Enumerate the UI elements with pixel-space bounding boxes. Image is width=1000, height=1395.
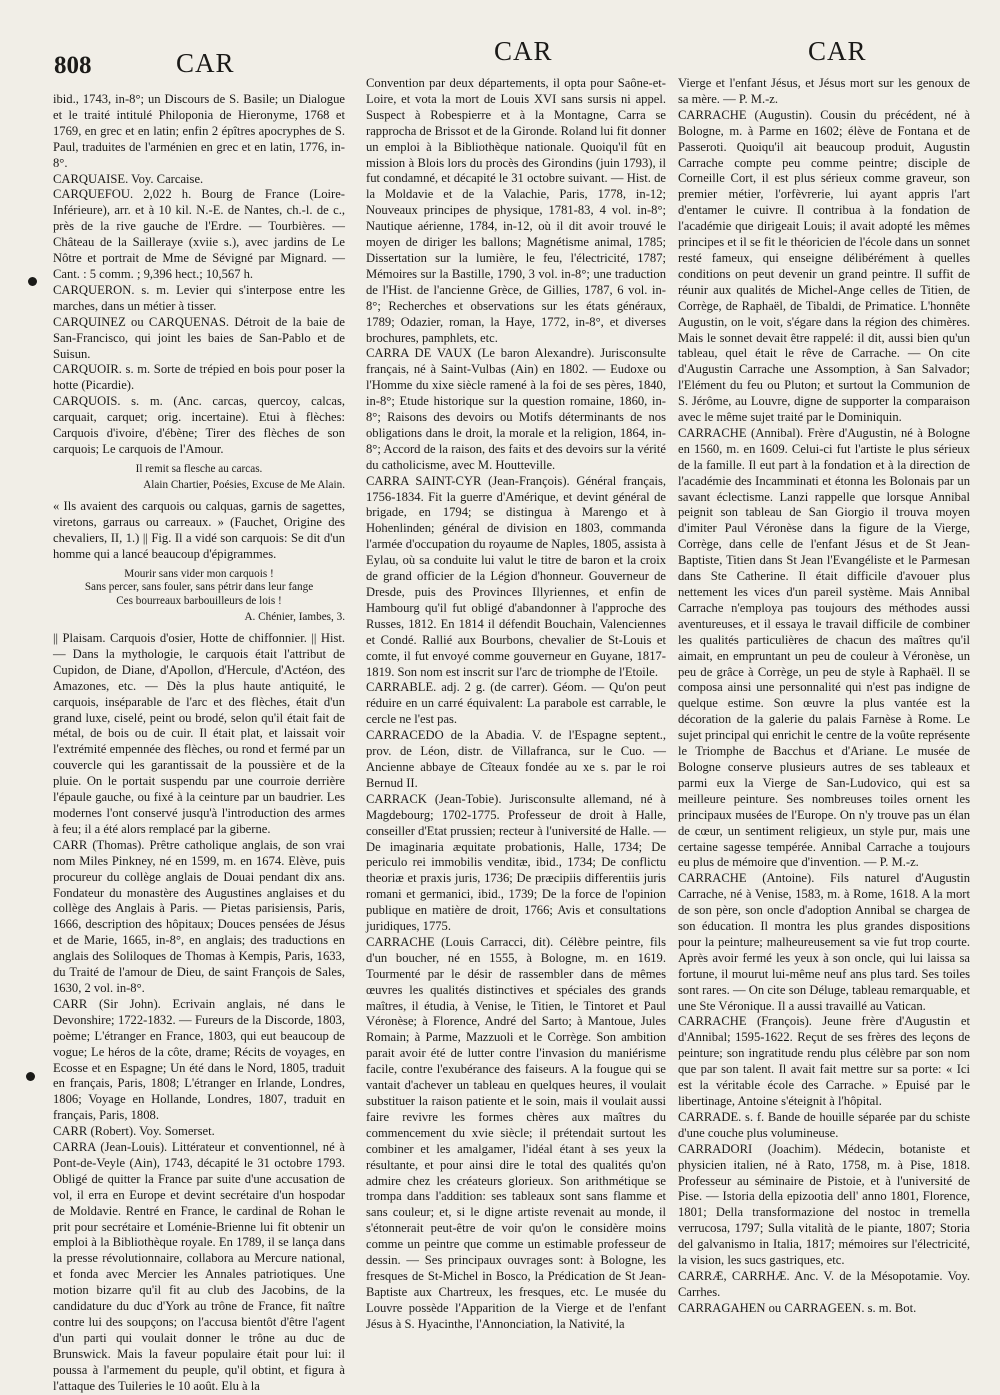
entry: Vierge et l'enfant Jésus, et Jésus mort sur les genoux de sa mère. — P. M.-z.	[678, 76, 970, 106]
entry: CARRADE. s. f. Bande de houille séparée par du schiste d'une couche plus volumineuse.	[678, 1109, 970, 1140]
running-header	[0, 22, 1000, 82]
entry: CARRACHE (Louis Carracci, dit). Célèbre peintre, fils d'un boucher, né en 1555, à Bologne, m. en 1619. Tourmenté par le désir de rassembler dans de mêmes œuvres les qualités distinctives et spéciales des grands maîtres, il étudia, à Venise, le Titien, le Tintoret et Paul Véronèse; à Florence, André del Sarto; à Mantoue, Jules Romain; à Parme, Mazzuoli et le Corrège. Son ambition parait avoir été de lutter contre l'invasion du maniérisme facile, contre l'exubérance des faiseurs. A la fougue qui se vantait d'achever un tableau en quelques heures, il voulait substituer la raison patiente et le soin, mais il voulait aussi faire revivre les formes chères aux maîtres du commencement du xvie siècle; il prétendait surtout les combiner et les amalgamer, l'idéal étant à ses yeux la résultante, et pour ainsi dire le total des qualités qu'on admire chez les créateurs glorieux. Son arithmétique se trompa dans l'addition: ses tableaux sont sans flamme et sans couleur; et, si le digne artiste revenait au monde, il s'étonnerait peut-être de voir qu'on le considère moins comme un peintre que comme un estimable professeur de dessin. — Ses principaux ouvrages sont: à Bologne, les fresques de St-Michel in Bosco, la Prédication de St Jean-Baptiste aux Chartreux, les fresques, etc. Le musée du Louvre possède l'Apparition de la Vierge et de l'enfant Jésus à S. Hyacinthe, l'Annonciation, la Nativité, la	[366, 934, 666, 1331]
entry: CARQUINEZ ou CARQUENAS. Détroit de la baie de San-Francisco, qui joint les baies de San-Pablo et de Suisun.	[53, 314, 345, 361]
entry: CARQUEFOU. 2,022 h. Bourg de France (Loire-Inférieure), arr. et à 10 kil. N.-E. de Nantes, ch.-l. de c., près de la rive gauche de l'Erdre. — Tourbières. — Château de la Sailleraye (xviie s.), avec jardins de Le Nôtre et portrait de Mme de Sévigné par Mignard. — Cant. : 5 comm. ; 9,396 hect.; 10,567 h.	[53, 187, 345, 281]
entry: CARRACHE (François). Jeune frère d'Augustin et d'Annibal; 1595-1622. Reçut de ses frères des leçons de peinture; son ingratitude rendu plus célèbre par son nom que par son talent. Il avait fait mettre sur sa porte: « Ici est la véritable école des Carrache. » Epuisé par le libertinage, Antoine s'éteignit à l'hôpital.	[678, 1014, 970, 1108]
header-left-word: CAR	[176, 48, 235, 78]
entry: « Ils avaient des carquois ou calquas, garnis de sagettes, viretons, garraus ou carreaux. » (Fauchet, Origine des chevaliers, II, 1.) || Fig. Il a vidé son carquois: Se dit d'un homme qui a lancé beaucoup d'épigrammes.	[53, 499, 345, 561]
header-middle-word: CAR	[494, 36, 553, 66]
ink-spot	[26, 1072, 35, 1081]
entry: CARR (Sir John). Ecrivain anglais, né dans le Devonshire; 1722-1832. — Fureurs de la Discorde, 1803, poème; L'étranger en France, 1803, qui eut beaucoup de vogue; Le héros de la côte, drame; Récits de voyages, en Ecosse et en Espagne; Un été dans le Nord, 1805, traduit en français, Paris, 1808; L'étranger en Irlande, Londres, 1806; Voyage en Hollande, Londres, 1807, traduit en français, Paris, 1808.	[53, 996, 345, 1123]
header-right-word: CAR	[808, 36, 867, 66]
entry: CARRA (Jean-Louis). Littérateur et conventionnel, né à Pont-de-Veyle (Ain), 1743, décapité le 31 octobre 1793. Obligé de quitter la France par suite d'une accusation de vol, il erra en Europe et devint secrétaire d'un hospodar de Moldavie. Rentré en France, le cardinal de Rohan le prit pour secrétaire et Loménie-Brienne lui fit obtenir un emploi à la Bibliothèque royale. En 1789, il se lança dans la presse révolutionnaire, collabora au Mercure national, et fonda avec Mercier les Annales patriotiques. Une motion bizarre qu'il fit au club des Jacobins, de la candidature du duc d'York au trône de France, fit naître contre lui des soupçons; on l'accusa bientôt d'être l'agent d'un parti qui voulait donner le trône au duc de Brunswick. Mais la faveur populaire était pour lui: il poussa à l'armement du peuple, qu'il obtint, et figura à l'attaque des Tuileries le 10 août. Elu à la	[53, 1140, 345, 1393]
column-right	[678, 76, 970, 1348]
entry: CARRAGAHEN ou CARRAGEEN. s. m. Bot.	[678, 1300, 917, 1315]
entry: CARRACHE (Antoine). Fils naturel d'Augustin Carrache, né à Venise, 1583, m. à Rome, 1618. A la mort de son père, son oncle d'adoption Annibal se chargea de son éducation. Il montra les plus grandes dispositions pour la peinture; malheureusement sa vie fut trop courte. Après avoir fermé les yeux à son oncle, qui lui laissa sa fortune, il mourut lui-même neuf ans plus tard. Ses toiles sont rares. — On cite son Déluge, tableau remarquable, et une Ste Véronique. Il a aussi travaillé au Vatican.	[678, 871, 970, 1013]
verse-line: Mourir sans vider mon carquois !	[124, 567, 274, 580]
entry: CARRÆ, CARRHÆ. Anc. V. de la Mésopotamie. Voy. Carrhes.	[678, 1268, 970, 1299]
entry: CARQUOIR. s. m. Sorte de trépied en bois pour poser la hotte (Picardie).	[53, 362, 345, 393]
verse-quote: Il remit sa flesche au carcas.	[135, 462, 263, 475]
column-middle	[366, 76, 666, 1348]
entry: CARQUOIS. s. m. (Anc. carcas, quercoy, calcas, carquait, carquet; orig. incertaine). Etui à flèches: Carquois d'ivoire, d'ébène; Tirer des flèches de son carquois; Le carquois de l'Amour.	[53, 394, 345, 456]
entry: CARRA SAINT-CYR (Jean-François). Général français, 1756-1834. Fit la guerre d'Amérique, et devint général de brigade, en 1794; se distingua à Marengo et à Hohenlinden; général de division en 1803, commanda l'armée d'occupation du royaume de Naples, 1805, assista à Eylau, où sa conduite lui valut le titre de baron et la croix de grand officier de la Légion d'honneur. Gouverneur de Dresde, puis des Provinces Illyriennes, et enfin de Hambourg qu'il fut obligé d'abandonner à l'approche des Russes, 1812. En 1814 il défendit Bouchain, Valenciennes et Condé. Rallié aux Bourbons, chevalier de St-Louis et comte, il fut envoyé comme gouverneur en Guyane, 1817-1819. Son nom est inscrit sur l'arc de triomphe de l'Etoile.	[366, 473, 666, 679]
quote-citation: A. Chénier, Iambes, 3.	[244, 611, 345, 624]
entry: CARRACK (Jean-Tobie). Jurisconsulte allemand, né à Magdebourg; 1702-1775. Professeur de droit à Halle, conseiller d'Etat prussien; recteur à l'université de Halle. — De imaginaria æquitate probationis, Halle, 1734; De periculo rei immobilis venditæ, ibid., 1734; De conflictu theoriæ et praxis juris, 1736; De præcipiis differentiis juris romani et germanici, ibid., 1739; De la force de l'opinion publique en matière de droit, 1766; Avis et consultations juridiques, 1775.	[366, 791, 666, 934]
page-number: 808	[54, 52, 92, 79]
entry: CARRABLE. adj. 2 g. (de carrer). Géom. — Qu'on peut réduire en un carré équivalent: La parabole est carrable, le cercle ne l'est pas.	[366, 680, 666, 727]
entry: CARRACHE (Augustin). Cousin du précédent, né à Bologne, m. à Parme en 1602; élève de Fontana et de Passeroti. Quoiqu'il ait beaucoup produit, Augustin Carrache compte peu comme peintre; disciple de Corneille Cort, il est plus sérieux comme graveur, son premier métier, l'orfèvrerie, lui ayant appris l'art d'entamer le cuivre. Il contribua à la fondation de l'académie que dirigeait Louis; il avait adopté les mêmes principes et il se fit le théoricien de l'école dans un sonnet resté fameux, qui enseigne délibérément à quelles conditions on peut devenir un grand peintre. Il suffit de réunir aux qualités de Michel-Ange celles de Titien, de Corrège, de Raphaël, de Tibaldi, de Primatice. L'honnête Augustin, on le voit, s'égare dans la région des chimères. Mais le sonnet devait être rappelé: il dit, aussi bien qu'un tableau, quel était le rêve de Carrache. — On cite d'Augustin Carrache une Assomption, à San Salvador; l'Elément du feu ou Pluton; et surtout la Communion de S. Jérôme, au Louvre, digne de supporter la comparaison avec le même sujet traité par le Dominiquin.	[678, 107, 970, 425]
entry: CARQUAISE. Voy. Carcaise.	[53, 171, 204, 186]
entry: ibid., 1743, in-8°; un Discours de S. Basile; un Dialogue et le traité intitulé Philoponia de Hieronyme, 1768 et 1769, en grec et en latin; enfin 2 épîtres apocryphes de S. Paul, traduites de l'arménien en grec et en latin, 1776, in-8°.	[53, 92, 345, 170]
entry: CARRACEDO de la Abadia. V. de l'Espagne septent., prov. de Léon, distr. de Villafranca, sur le Cuo. — Ancienne abbaye de Cîteaux fondée au xe s. par le roi Bernud II.	[366, 728, 666, 790]
verse-quote	[53, 568, 345, 609]
verse-line: Sans percer, sans fouler, sans pétrir dans leur fange	[84, 581, 314, 594]
column-left	[53, 92, 345, 1393]
entry: CARR (Robert). Voy. Somerset.	[53, 1124, 215, 1139]
verse-line: Ces bourreaux barbouilleurs de lois !	[116, 594, 282, 607]
ink-spot	[28, 277, 37, 286]
quote-citation: Alain Chartier, Poésies, Excuse de Me Alain.	[143, 479, 345, 492]
entry: CARRA DE VAUX (Le baron Alexandre). Jurisconsulte français, né à Saint-Vulbas (Ain) en 1802. — Eudoxe ou l'Homme du xixe siècle ramené à la foi de ses pères, 1840, in-8°; Etude historique sur la question romaine, 1860, in-8°; Raisons des devoirs ou Motifs déterminants de nos obligations dans le droit, la morale et la religion, 1864, in-8°; Accord de la raison, des faits et des devoirs sur la vérité du catholicisme, avec M. Houtteville.	[366, 346, 666, 472]
entry: CARR (Thomas). Prêtre catholique anglais, de son vrai nom Miles Pinkney, né en 1599, m. en 1674. Elève, puis procureur du collège anglais de Douai pendant dix ans. Fondateur du monastère des Augustines anglaises et du collège des Anglais à Paris. — Pietas parisiensis, Paris, 1666, description des hôpitaux; Douces pensées de Jésus et de Marie, 1665, in-8°, en anglais; des traductions en anglais des Soliloques de Thomas à Kempis, Paris, 1633, du Traité de l'amour de Dieu, de saint François de Sales, 1630, 2 vol. in-8°.	[53, 837, 345, 995]
entry: || Plaisam. Carquois d'osier, Hotte de chiffonnier. || Hist. — Dans la mythologie, le carquois était l'attribut de Cupidon, de Diane, d'Apollon, d'Hercule, d'Actéon, des Amazones, etc. — Dès la plus haute antiquité, le carquois, inséparable de l'arc et des flèches, était d'un grand luxe, ciselé, peint ou brodé, selon qu'il était fait de métal, de bois ou de cuir. Il était plat, et laissait voir l'extrémité empennée des flèches, ou rond et fermé par un couvercle qui les garantissait de la poussière et de la pluie. On le portait suspendu par une courroie derrière l'épaule gauche, ou fixé à la ceinture par un baudrier. Les modernes l'ont conservé jusqu'à l'introduction des armes à feu; il a été alors remplacé par la giberne.	[53, 631, 345, 836]
entry: CARQUERON. s. m. Levier qui s'interpose entre les marches, dans un métier à tisser.	[53, 282, 345, 313]
entry: CARRACHE (Annibal). Frère d'Augustin, né à Bologne en 1560, m. en 1609. Celui-ci fut l'artiste le plus sérieux de la famille. Il eut part à la fondation et à la direction de l'académie des Incamminati et étonna les Bolonais par un savant éclectisme. Lanzi rappelle que lorsque Annibal peignit son tableau de San Giorgio il trouva moyen d'imiter Paul Véronèse dans la figure de la Vierge, Corrège, dans celle de l'enfant Jésus et de St Jean-Baptiste, Titien dans St Jean l'Evangéliste et le Parmesan dans Ste Catherine. Il était difficile d'avouer plus nettement les vices d'un pareil système. Mais Annibal Carrache n'employa pas toujours des méthodes aussi aventureuses, et il essaya le travail difficile de combiner les qualités particulières de chacun des maîtres qu'il aimait, en empruntant un peu de couleur à Véronèse, un peu de grâce à Corrège, un peu de style à Raphaël. Il se composa ainsi une personnalité qui n'est pas indigne de quelque estime. Son œuvre la plus vantée est la décoration de la galerie du palais Farnèse à Rome. Le sujet principal qui enrichit le centre de la voûte représente le Triomphe de Bacchus et d'Ariane. Le musée de Bologne conserve plusieurs autres de ses tableaux et parmi eux la Vierge de San-Ludovico, qui est sa meilleure peinture. Ses nombreuses toiles ornent les principaux musées de l'Europe. On n'y trouve pas un élan de cœur, un sentiment religieux, un style pur, mais une certaine sagesse tempérée. Annibal Carrache a toujours eu plus de mémoire que d'invention. — P. M.-z.	[678, 425, 970, 870]
entry: CARRADORI (Joachim). Médecin, botaniste et physicien italien, né à Rato, 1758, m. à Pise, 1818. Professeur au séminaire de Pistoie, et à l'université de Pise. — Istoria della epizootia dell' anno 1801, Florence, 1801; Della transformazione del nostoc in tremella verrucosa, 1797; Sulla vitalità de le piante, 1807; Storia del galvanismo in Italia, 1817; mémoires sur l'électricité, la vision, les sucs gastriques, etc.	[678, 1141, 970, 1268]
entry: Convention par deux départements, il opta pour Saône-et-Loire, et vota la mort de Louis XVI sans sursis ni appel. Suspect à Robespierre et à la Montagne, Carra se rapprocha de Brissot et de la Gironde. Roland lui fit donner un emploi à la Bibliothèque nationale. Quoiqu'il fût en mission à Blois lors du procès des Girondins (juin 1793), il fut condamné, et décapité le 31 octobre suivant. — Hist. de la Moldavie et de la Valachie, Paris, 1778, in-12; Nouveaux principes de physique, 1781-83, 4 vol. in-8°; Nautique aérienne, 1784, in-12, où il dit avoir trouvé le moyen de diriger les ballons; Magnétisme animal, 1785; Dissertation sur la lumière, le feu, l'électricité, 1787; Mémoires sur la Bastille, 1790, 3 vol. in-8°; une traduction de l'Hist. de l'ancienne Grèce, de Gillies, 1787, 6 vol. in-8°; Recherches et observations sur les états généraux, 1789; Odazier, roman, la Haye, 1772, in-8°, et diverses brochures, pamphlets, etc.	[366, 76, 666, 345]
